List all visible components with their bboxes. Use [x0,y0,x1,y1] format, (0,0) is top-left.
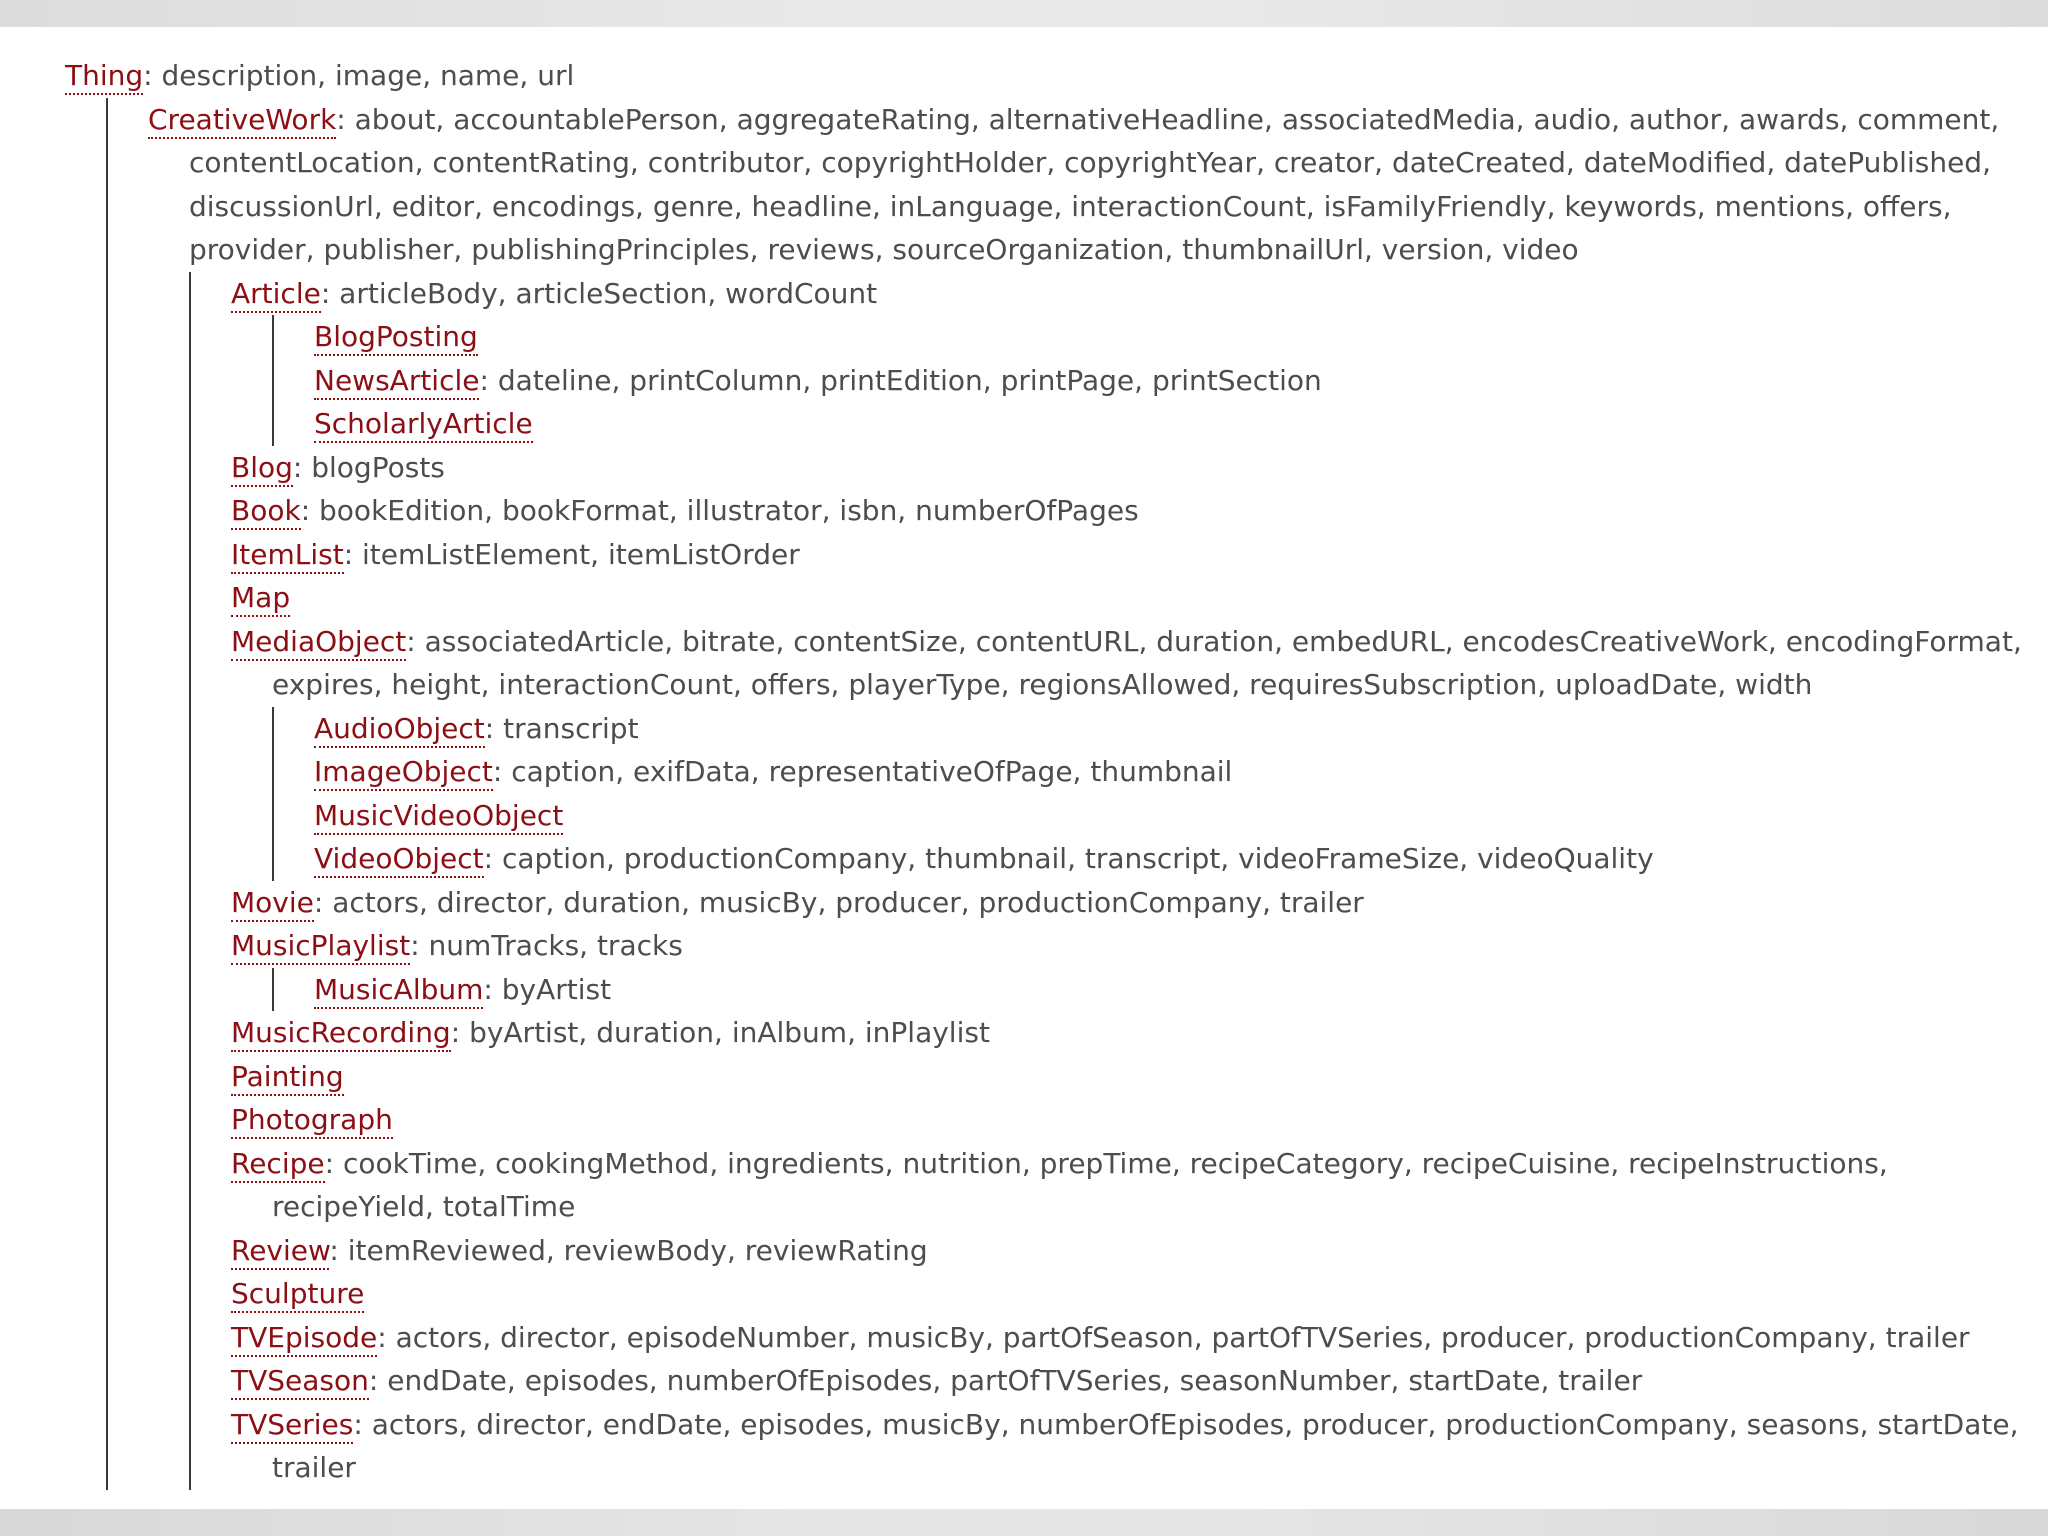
property-list: bookEdition, bookFormat, illustrator, isbn, numberOfPages [319,494,1139,527]
separator-colon: : [343,537,363,571]
type-hierarchy-tree [65,54,2025,1490]
separator-colon: : [292,450,312,484]
type-link-map[interactable]: Map [231,581,290,617]
property-list: about, accountablePerson, aggregateRating, alternativeHeadline, associatedMedia, audio, author, awards, comment, contentLocation, contentRating, contributor, copyrightHolder, copyrightYear, creator, dateCreated, dateModified, datePublished, discussionUrl, editor, encodings, genre, headline, inLanguage, interactionCount, isFamilyFriendly, keywords, mentions, offers, provider, publisher, publishingPrinciples, reviews, sourceOrganization, thumbnailUrl, version, video [189,102,2000,266]
separator-colon: : [479,363,498,397]
type-link-creative-work[interactable]: CreativeWork [148,103,336,139]
separator-colon: : [300,494,320,527]
property-list: actors, director, endDate, episodes, musicBy, numberOfEpisodes, producer, productionCompany, seasons, startDate, trailer [272,1407,2019,1484]
property-list: caption, exifData, representativeOfPage, thumbnail [511,755,1233,788]
property-list: dateline, printColumn, printEdition, printPage, printSection [497,363,1322,397]
type-entry-media-object [231,620,2025,707]
type-link-music-album[interactable]: MusicAlbum [314,973,483,1009]
type-entry-blog-posting [314,315,2025,359]
type-link-tv-episode[interactable]: TVEpisode [231,1321,377,1357]
type-entry-sculpture [231,1272,2025,1316]
subtypes-music-playlist [272,968,2025,1012]
property-list: blogPosts [311,450,445,484]
property-list: articleBody, articleSection, wordCount [339,276,878,310]
type-link-music-playlist[interactable]: MusicPlaylist [231,929,410,965]
type-link-photograph[interactable]: Photograph [231,1103,393,1139]
type-entry-scholarly-article [314,402,2025,446]
property-list: byArtist [501,972,612,1006]
separator-colon: : [353,1407,372,1441]
subtypes-media-object [272,707,2025,881]
type-entry-music-playlist [231,924,2025,968]
separator-colon: : [336,102,355,136]
type-entry-thing [65,54,2025,98]
type-entry-article [231,272,2025,316]
separator-colon: : [450,1016,470,1049]
type-link-article[interactable]: Article [231,277,321,313]
type-link-movie[interactable]: Movie [231,886,314,922]
separator-colon: : [406,624,425,658]
type-link-tv-series[interactable]: TVSeries [231,1408,353,1444]
separator-colon: : [483,972,502,1006]
type-link-news-article[interactable]: NewsArticle [314,364,479,400]
type-entry-audio-object [314,707,2025,751]
type-link-media-object[interactable]: MediaObject [231,625,406,661]
type-link-item-list[interactable]: ItemList [231,538,344,574]
type-link-music-recording[interactable]: MusicRecording [231,1016,451,1052]
separator-colon: : [329,1233,348,1267]
separator-colon: : [324,1146,343,1180]
separator-colon: : [484,711,504,745]
separator-colon: : [483,842,502,875]
separator-colon: : [320,276,340,310]
property-list: actors, director, episodeNumber, musicBy, partOfSeason, partOfTVSeries, producer, productionCompany, trailer [395,1320,1970,1354]
separator-colon: : [377,1320,396,1354]
type-entry-recipe [231,1142,2025,1229]
type-entry-movie [231,881,2025,925]
separator-colon: : [492,755,512,788]
type-entry-photograph [231,1098,2025,1142]
property-list: itemListElement, itemListOrder [362,537,800,571]
property-list: caption, productionCompany, thumbnail, transcript, videoFrameSize, videoQuality [501,842,1654,875]
type-link-blog[interactable]: Blog [231,451,293,487]
bottom-bar [0,1509,2048,1536]
property-list: description, image, name, url [161,59,575,92]
document-page [0,27,2048,1509]
type-entry-blog [231,446,2025,490]
type-entry-tv-series [231,1403,2025,1490]
type-entry-tv-season [231,1359,2025,1403]
type-entry-music-album [314,968,2025,1012]
subtypes-thing [106,98,2025,1490]
type-entry-video-object [314,837,2025,881]
type-link-thing[interactable]: Thing [65,59,143,95]
type-link-scholarly-article[interactable]: ScholarlyArticle [314,407,533,443]
subtypes-creative-work [189,272,2025,1490]
property-list: itemReviewed, reviewBody, reviewRating [347,1233,928,1267]
separator-colon: : [313,885,333,919]
type-entry-map [231,576,2025,620]
top-bar [0,0,2048,27]
type-link-sculpture[interactable]: Sculpture [231,1277,364,1313]
type-link-painting[interactable]: Painting [231,1060,344,1096]
type-entry-tv-episode [231,1316,2025,1360]
separator-colon: : [368,1364,388,1397]
type-link-image-object[interactable]: ImageObject [314,755,493,791]
type-link-blog-posting[interactable]: BlogPosting [314,320,478,356]
property-list: endDate, episodes, numberOfEpisodes, partOfTVSeries, seasonNumber, startDate, trailer [387,1364,1643,1397]
property-list: numTracks, tracks [428,929,683,962]
type-entry-image-object [314,750,2025,794]
property-list: associatedArticle, bitrate, contentSize, contentURL, duration, embedURL, encodesCreativeWork, encodingFormat, expires, height, interactionCount, offers, playerType, regionsAllowed, requiresSubscription, uploadDate, width [272,624,2022,701]
type-entry-book [231,489,2025,533]
subtypes-article [272,315,2025,446]
type-link-tv-season[interactable]: TVSeason [231,1364,369,1400]
type-link-recipe[interactable]: Recipe [231,1147,325,1183]
type-link-book[interactable]: Book [231,494,301,530]
type-entry-painting [231,1055,2025,1099]
type-link-video-object[interactable]: VideoObject [314,842,484,878]
type-link-audio-object[interactable]: AudioObject [314,712,485,748]
property-list: transcript [503,711,639,745]
type-entry-review [231,1229,2025,1273]
property-list: actors, director, duration, musicBy, producer, productionCompany, trailer [332,885,1364,919]
type-link-review[interactable]: Review [231,1234,329,1270]
property-list: byArtist, duration, inAlbum, inPlaylist [469,1016,990,1049]
type-link-music-video-object[interactable]: MusicVideoObject [314,799,563,835]
property-list: cookTime, cookingMethod, ingredients, nutrition, prepTime, recipeCategory, recipeCuisine, recipeInstructions, recipeYield, totalTime [272,1146,1888,1223]
type-entry-music-recording [231,1011,2025,1055]
type-entry-news-article [314,359,2025,403]
type-entry-music-video-object [314,794,2025,838]
type-entry-creative-work [148,98,2025,272]
separator-colon: : [143,59,162,92]
type-entry-item-list [231,533,2025,577]
separator-colon: : [410,929,429,962]
